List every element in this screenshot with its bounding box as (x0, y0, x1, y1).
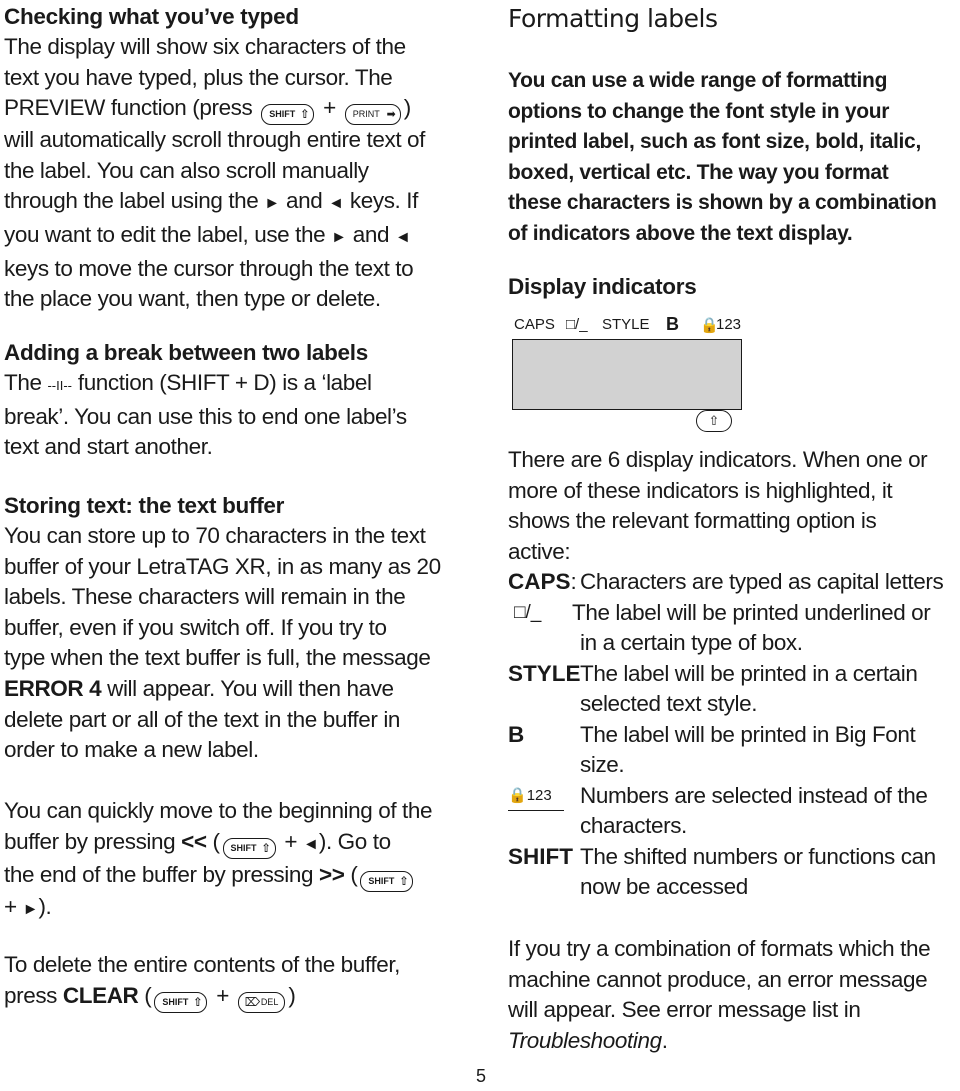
paragraph-delete (4, 950, 466, 1013)
section-title-buffer: Storing text: the text buffer (4, 493, 285, 518)
definition-text: Numbers are selected instead of the (580, 783, 928, 808)
text-line: To delete the entire contents of the buffer, (4, 952, 401, 977)
text-line: printed label, such as font size, bold, italic, (508, 130, 921, 154)
paragraph-move (4, 796, 466, 926)
right-arrow-icon: ► (264, 195, 281, 213)
left-arrow-icon: ◄ (328, 195, 345, 213)
text-fragment: + (323, 95, 336, 121)
text-line: you want to edit the label, use the ► and ◄ (4, 221, 411, 247)
text-line: The --II-- function (SHIFT + D) is a ‘label (4, 370, 372, 395)
text-line: + ►). (4, 894, 52, 920)
divider (508, 810, 564, 811)
intro-paragraph (508, 66, 960, 250)
shift-key-icon: SHIFT ⇧ (360, 871, 413, 892)
number-indicator: 123 (716, 316, 742, 333)
text-line: shows the relevant formatting option is (508, 508, 877, 534)
text-line: boxed, vertical etc. The way you format (508, 160, 889, 184)
list-item: CAPS: (508, 569, 577, 594)
shift-indicator-icon: ⇧ (696, 410, 732, 432)
shift-key-icon: SHIFT ⇧ (261, 104, 314, 125)
style-indicator: STYLE (602, 316, 650, 333)
text-line: You can use a wide range of formatting (508, 69, 888, 92)
troubleshooting-reference: Troubleshooting (508, 1027, 662, 1053)
text-line: break’. You can use this to end one label’s (4, 403, 407, 429)
text-line: press CLEAR ( SHIFT ⇧ + ⌦ DEL ) (4, 981, 466, 1013)
delete-key-icon: ⌦ DEL (238, 992, 286, 1013)
lock-number-icon: 🔒123 (508, 787, 552, 804)
text-line: You can store up to 70 characters in the text (4, 523, 426, 548)
box-underline-icon: □/_ (514, 602, 542, 623)
text-fragment: PREVIEW function (press (4, 95, 253, 121)
shift-key-icon: SHIFT ⇧ (223, 838, 276, 859)
text-line: type when the text buffer is full, the message (4, 645, 431, 671)
text-line: these characters is shown by a combination (508, 191, 937, 215)
text-line: through the label using the ► and ◄ keys. If (4, 188, 418, 214)
text-line: keys to move the cursor through the text to (4, 255, 414, 281)
lock-icon: 🔒 (700, 317, 719, 334)
definition-text: now be accessed (580, 874, 748, 899)
text-line: options to change the font style in your (508, 99, 890, 123)
text-line: machine cannot produce, an error message (508, 966, 928, 992)
caps-indicator: CAPS (514, 316, 555, 333)
text-line: active: (508, 538, 571, 564)
big-font-indicator: B (666, 314, 679, 334)
end-symbol: >> (318, 862, 345, 888)
left-arrow-icon: ◄ (395, 228, 411, 246)
page-heading: Formatting labels (508, 4, 718, 33)
definition-text: selected text style. (580, 691, 758, 716)
shift-key-icon: SHIFT ⇧ (154, 992, 207, 1013)
text-line: labels. These characters will remain in the (4, 584, 406, 610)
text-line: text you have typed, plus the cursor. The (4, 64, 393, 90)
text-line: the label. You can also scroll manually (4, 157, 369, 183)
text-line: Troubleshooting. (508, 1027, 668, 1053)
text-line: text and start another. (4, 434, 213, 460)
display-indicators-title: Display indicators (508, 274, 697, 299)
definition-text: The label will be printed in a certain (580, 661, 918, 686)
print-key-icon: PRINT ➡ (345, 104, 401, 125)
begin-symbol: << (181, 828, 207, 854)
text-line: will appear. See error message list in (508, 997, 861, 1023)
label-break-symbol: --II-- (47, 378, 72, 393)
text-fragment: ) (403, 95, 411, 121)
text-line: the place you want, then type or delete. (4, 286, 381, 312)
definition-text: The shifted numbers or functions can (580, 844, 936, 869)
definition-text: The label will be printed in Big Font (580, 722, 916, 747)
text-line: buffer of your LetraTAG XR, in as many as 20 (4, 553, 441, 579)
list-item: SHIFT (508, 844, 573, 869)
section-title-break: Adding a break between two labels (4, 340, 368, 365)
outro-paragraph (508, 934, 960, 1056)
indicator-list (508, 567, 960, 907)
error-message: ERROR 4 (4, 675, 102, 701)
paragraph-buffer (4, 521, 466, 766)
indicators-intro (508, 445, 960, 567)
paragraph-break (4, 368, 466, 463)
left-arrow-icon: ◄ (303, 835, 319, 853)
right-arrow-icon: ► (22, 901, 39, 919)
text-line: The display will show six characters of the (4, 34, 406, 59)
text-line: the end of the buffer by pressing >> ( SHIFT ⇧ (4, 860, 466, 892)
text-line: order to make a new label. (4, 737, 259, 763)
paragraph-checking (4, 32, 466, 315)
section-title-checking: Checking what you’ve typed (4, 4, 299, 29)
text-line: of indicators above the text display. (508, 221, 853, 245)
text-line: You can quickly move to the beginning of the (4, 798, 433, 823)
right-arrow-icon: ► (331, 228, 347, 246)
lcd-display (512, 339, 742, 410)
text-line: If you try a combination of formats which the (508, 936, 931, 961)
text-line: will automatically scroll through entire text of (4, 127, 425, 153)
text-line: ERROR 4 will appear. You will then have (4, 675, 394, 701)
text-line: There are 6 display indicators. When one or (508, 447, 928, 472)
clear-label: CLEAR (62, 982, 139, 1008)
definition-text: characters. (580, 813, 687, 838)
definition-text: Characters are typed as capital letters (580, 569, 944, 594)
page-number: 5 (476, 1066, 487, 1086)
text-line (4, 93, 466, 125)
text-line: more of these indicators is highlighted, it (508, 477, 893, 503)
definition-text: The label will be printed underlined or (572, 600, 931, 625)
text-line: buffer by pressing << ( SHIFT ⇧ + ◄). Go to (4, 827, 466, 861)
definition-text: in a certain type of box. (580, 630, 803, 655)
definition-text: size. (580, 752, 625, 777)
text-line: delete part or all of the text in the buffer in (4, 706, 401, 732)
box-underline-indicator: □/_ (566, 316, 588, 333)
list-item: B (508, 722, 525, 747)
text-line: buffer, even if you switch off. If you try to (4, 614, 387, 640)
indicator-row (514, 316, 774, 338)
list-item: STYLE (508, 661, 581, 686)
